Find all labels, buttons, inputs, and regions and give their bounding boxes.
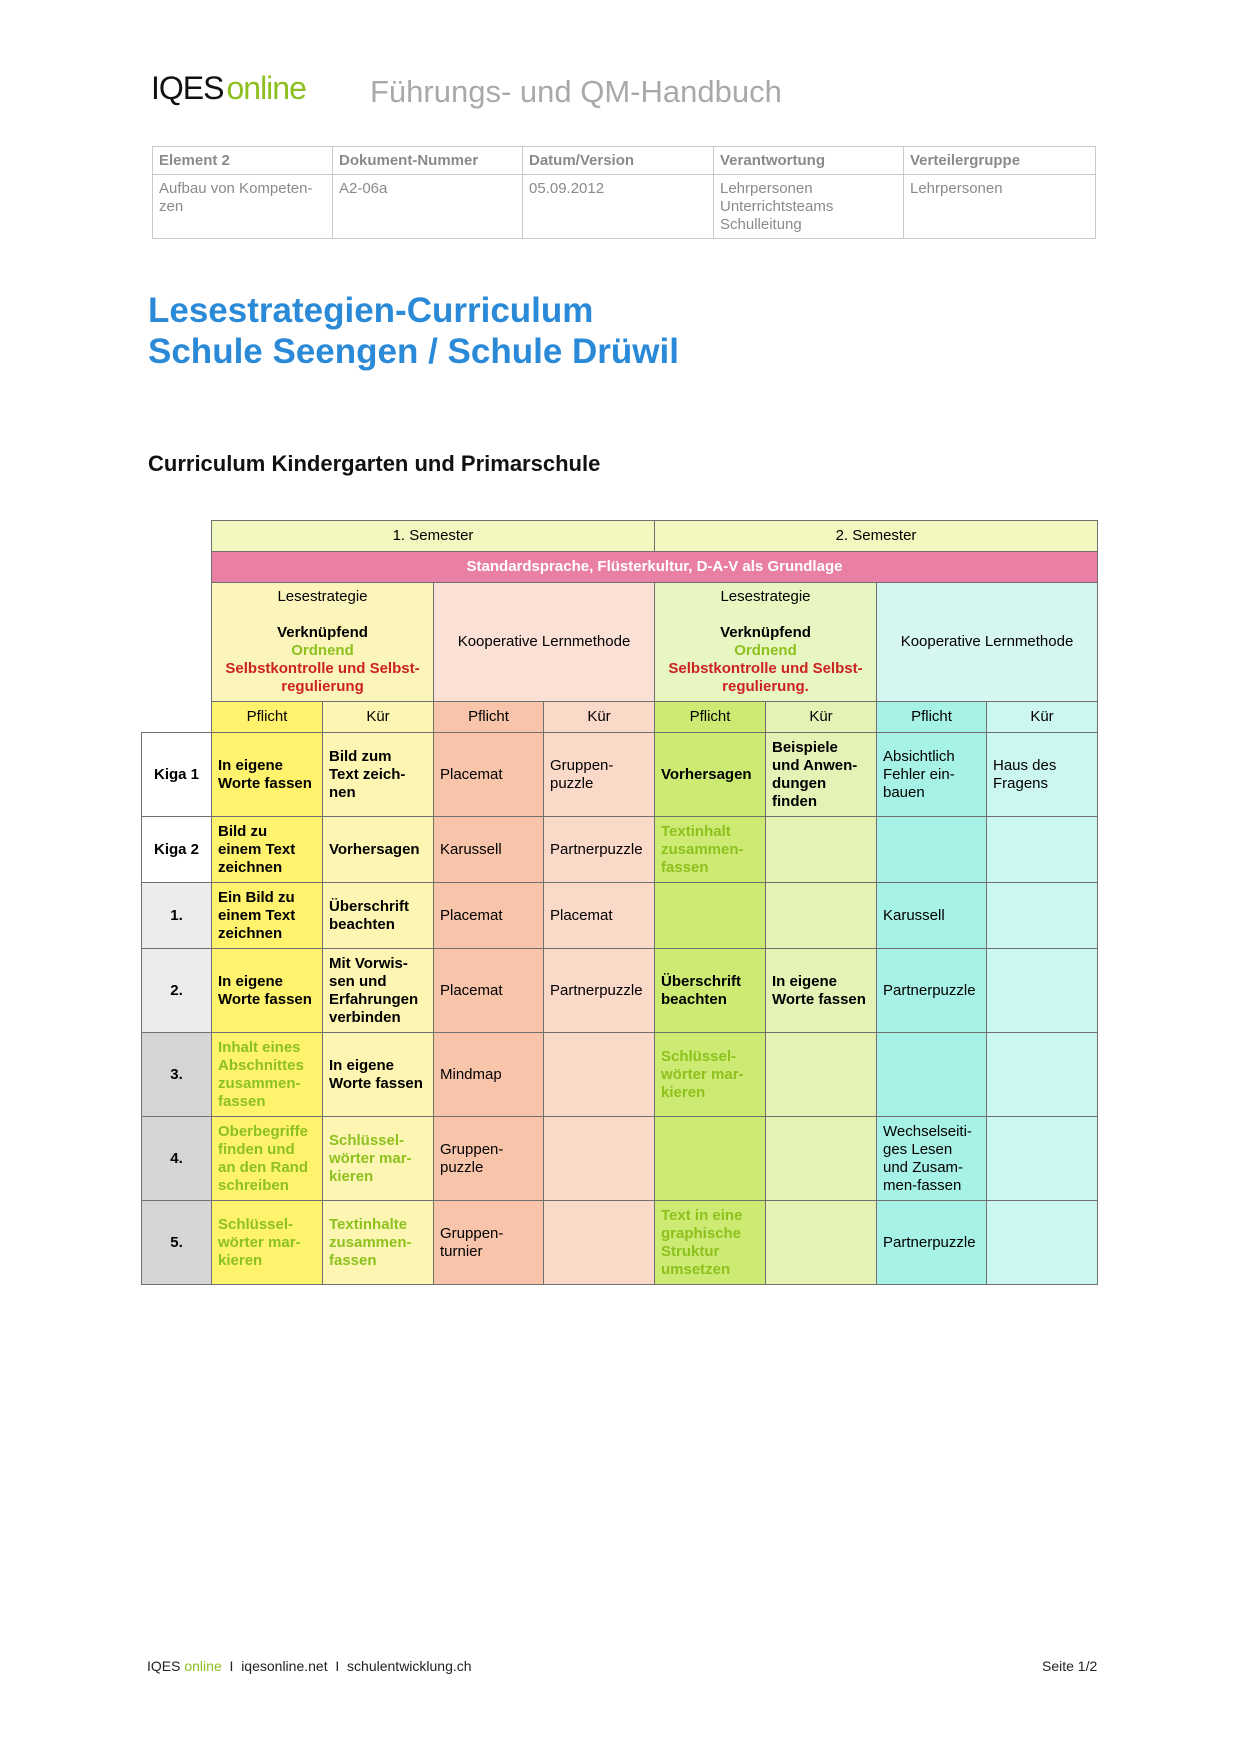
meta-header-row (153, 147, 1096, 175)
cell-line: Erfahrungen (329, 990, 419, 1008)
handbook-title: Führungs- und QM-Handbuch (370, 74, 782, 109)
cell-sem1-strategy-kuer (323, 1201, 434, 1285)
cell-line: Placemat (440, 981, 503, 999)
subheader-row (142, 702, 1098, 733)
cell-line: zeichnen (218, 924, 283, 942)
basis-banner: Standardsprache, Flüsterkultur, D-A-V als Grundlage (212, 552, 1098, 583)
semester-2-header: 2. Semester (655, 521, 1098, 552)
cell-line: beachten (329, 915, 395, 933)
cell-line: puzzle (440, 1158, 484, 1176)
subheader-kuer: Kür (987, 702, 1098, 733)
cell-line: In eigene (218, 756, 284, 774)
empty-corner (142, 583, 212, 702)
strategy-selbst-line2: regulierung (281, 678, 364, 695)
cell-line: Partnerpuzzle (883, 1233, 976, 1251)
cell-sem1-strategy-pflicht (212, 883, 323, 949)
cell-line: Text zeich- (329, 765, 406, 783)
strategy-ordnend: Ordnend (734, 642, 797, 659)
cell-line: Worte fassen (329, 1074, 423, 1092)
cell-line: Text in eine (661, 1206, 743, 1224)
cell-sem2-strategy-kuer (766, 1033, 877, 1117)
cell-line: In eigene (329, 1056, 395, 1074)
subheader-kuer: Kür (766, 702, 877, 733)
cell-line: wörter mar- (329, 1149, 412, 1167)
empty-corner (142, 521, 212, 552)
curriculum-row (142, 1201, 1098, 1285)
method-cell-sem1: Kooperative Lernmethode (434, 583, 655, 702)
row-label: 5. (142, 1201, 212, 1285)
cell-line: Überschrift (661, 972, 742, 990)
meta-value-distribution: Lehrpersonen (904, 175, 1096, 239)
cell-sem1-method-kuer (544, 1117, 655, 1201)
meta-header-element: Element 2 (153, 147, 333, 175)
meta-value-responsibility (714, 175, 904, 239)
meta-header-date-version: Datum/Version (523, 147, 714, 175)
meta-responsibility-line: Lehrpersonen (720, 180, 813, 197)
meta-element-line: zen (159, 198, 184, 215)
cell-line: Wechselseiti- (883, 1122, 972, 1140)
strategy-cell-sem2 (655, 583, 877, 702)
cell-sem2-method-pflicht (877, 817, 987, 883)
cell-sem1-strategy-pflicht (212, 1201, 323, 1285)
cell-line: einem Text (218, 906, 296, 924)
page-number: Seite 1/2 (1042, 1658, 1098, 1674)
cell-line: fassen (329, 1251, 377, 1269)
cell-line: Ein Bild zu (218, 888, 295, 906)
banner-row (142, 552, 1098, 583)
cell-sem2-strategy-kuer (766, 1201, 877, 1285)
cell-sem2-strategy-pflicht (655, 1201, 766, 1285)
curriculum-row (142, 733, 1098, 817)
cell-line: Schlüssel- (218, 1215, 294, 1233)
footer-online: online (184, 1658, 222, 1674)
cell-sem1-method-pflicht (434, 883, 544, 949)
cell-line: zusammen- (661, 840, 744, 858)
cell-line: an den Rand (218, 1158, 309, 1176)
cell-line: Worte fassen (772, 990, 866, 1008)
cell-sem2-method-pflicht (877, 883, 987, 949)
cell-line: finden (772, 792, 817, 810)
row-label: Kiga 1 (142, 733, 212, 817)
cell-line: Worte fassen (218, 990, 312, 1008)
row-label: Kiga 2 (142, 817, 212, 883)
subheader-pflicht: Pflicht (434, 702, 544, 733)
cell-sem1-strategy-kuer (323, 1117, 434, 1201)
cell-line: Vorhersagen (329, 840, 420, 858)
cell-line: Abschnittes (218, 1056, 304, 1074)
meta-header-distribution: Verteilergruppe (904, 147, 1096, 175)
footer-link-iqesonline[interactable]: iqesonline.net (241, 1658, 328, 1674)
cell-line: Schlüssel- (329, 1131, 405, 1149)
cell-sem1-method-kuer (544, 883, 655, 949)
curriculum-row (142, 817, 1098, 883)
document-title-line1: Lesestrategien-Curriculum (148, 291, 594, 330)
cell-sem1-method-kuer (544, 817, 655, 883)
row-label: 4. (142, 1117, 212, 1201)
cell-sem1-strategy-pflicht (212, 817, 323, 883)
cell-sem2-method-pflicht (877, 1201, 987, 1285)
cell-line: dungen (772, 774, 827, 792)
curriculum-body (142, 733, 1098, 1285)
strategy-selbst-line1: Selbstkontrolle und Selbst- (668, 660, 863, 677)
cell-sem1-strategy-pflicht (212, 1117, 323, 1201)
cell-line: Partnerpuzzle (550, 840, 643, 858)
subheader-kuer: Kür (544, 702, 655, 733)
cell-line: Mit Vorwis- (329, 954, 408, 972)
strategy-selbst-line1: Selbstkontrolle und Selbst- (225, 660, 420, 677)
cell-sem1-strategy-pflicht (212, 733, 323, 817)
cell-line: Mindmap (440, 1065, 502, 1083)
cell-sem1-strategy-kuer (323, 949, 434, 1033)
cell-sem1-method-kuer (544, 1201, 655, 1285)
curriculum-table (141, 520, 1098, 1285)
cell-line: Textinhalt (661, 822, 731, 840)
cell-line: turnier (440, 1242, 483, 1260)
cell-line: wörter mar- (218, 1233, 301, 1251)
cell-sem2-strategy-pflicht (655, 1033, 766, 1117)
cell-line: Fehler ein- (883, 765, 955, 783)
cell-line: Inhalt eines (218, 1038, 301, 1056)
meta-header-responsibility: Verantwortung (714, 147, 904, 175)
document-title-line2: Schule Seengen / Schule Drüwil (148, 332, 679, 371)
cell-line: Bild zu (218, 822, 268, 840)
cell-sem2-strategy-kuer (766, 733, 877, 817)
cell-line: kieren (218, 1251, 263, 1269)
curriculum-row (142, 1033, 1098, 1117)
cell-line: Karussell (883, 906, 945, 924)
spacer (661, 606, 870, 624)
cell-line: Oberbegriffe (218, 1122, 309, 1140)
curriculum-row (142, 1117, 1098, 1201)
strategy-verknuepfend: Verknüpfend (720, 624, 811, 641)
cell-line: beachten (661, 990, 727, 1008)
cell-sem1-method-kuer (544, 1033, 655, 1117)
cell-line: zusammen- (218, 1074, 301, 1092)
logo-online-text: online (226, 70, 306, 106)
cell-line: Placemat (440, 906, 503, 924)
empty-corner (142, 702, 212, 733)
cell-line: Placemat (440, 765, 503, 783)
cell-sem1-strategy-kuer (323, 883, 434, 949)
row-label: 2. (142, 949, 212, 1033)
cell-line: Worte fassen (218, 774, 312, 792)
cell-sem2-strategy-pflicht (655, 817, 766, 883)
cell-line: men-fassen (883, 1176, 962, 1194)
cell-line: Placemat (550, 906, 613, 924)
cell-sem1-method-pflicht (434, 949, 544, 1033)
cell-line: Haus des (993, 756, 1057, 774)
cell-line: Partnerpuzzle (550, 981, 643, 999)
cell-sem2-strategy-kuer (766, 1117, 877, 1201)
footer-iqes: IQES (147, 1658, 181, 1674)
footer-link-schulentwicklung[interactable]: schulentwicklung.ch (347, 1658, 472, 1674)
cell-line: verbinden (329, 1008, 401, 1026)
cell-line: In eigene (218, 972, 284, 990)
cell-line: Schlüssel- (661, 1047, 737, 1065)
cell-line: sen und (329, 972, 387, 990)
cell-line: kieren (661, 1083, 706, 1101)
cell-sem2-method-kuer (987, 1201, 1098, 1285)
strategy-cell-sem1 (212, 583, 434, 702)
cell-line: fassen (661, 858, 709, 876)
cell-sem2-strategy-kuer (766, 949, 877, 1033)
cell-sem1-strategy-kuer (323, 817, 434, 883)
semester-1-header: 1. Semester (212, 521, 655, 552)
cell-sem2-method-pflicht (877, 1117, 987, 1201)
logo-iqes-text: IQES (151, 70, 224, 106)
row-label: 1. (142, 883, 212, 949)
strategy-ordnend: Ordnend (291, 642, 354, 659)
cell-sem1-method-pflicht (434, 817, 544, 883)
cell-sem2-strategy-kuer (766, 817, 877, 883)
cell-line: Karussell (440, 840, 502, 858)
subheader-pflicht: Pflicht (212, 702, 323, 733)
cell-line: umsetzen (661, 1260, 731, 1278)
subheader-kuer: Kür (323, 702, 434, 733)
meta-value-row (153, 175, 1096, 239)
cell-sem1-method-kuer (544, 733, 655, 817)
cell-sem2-method-pflicht (877, 949, 987, 1033)
cell-sem1-strategy-pflicht (212, 949, 323, 1033)
cell-line: bauen (883, 783, 925, 801)
section-title: Curriculum Kindergarten und Primarschule (148, 451, 601, 476)
cell-sem1-method-pflicht (434, 1033, 544, 1117)
cell-line: Bild zum (329, 747, 392, 765)
strategy-label: Lesestrategie (720, 588, 811, 605)
cell-sem2-method-kuer (987, 733, 1098, 817)
cell-line: Beispiele (772, 738, 838, 756)
cell-line: graphische (661, 1224, 742, 1242)
cell-line: Fragens (993, 774, 1049, 792)
cell-line: Partnerpuzzle (883, 981, 976, 999)
footer (147, 1658, 472, 1674)
strategy-verknuepfend: Verknüpfend (277, 624, 368, 641)
iqes-online-logo (151, 70, 306, 107)
meta-value-doc-number: A2-06a (333, 175, 523, 239)
cell-sem1-strategy-pflicht (212, 1033, 323, 1117)
cell-line: zusammen- (329, 1233, 412, 1251)
cell-line: Gruppen- (550, 756, 614, 774)
cell-line: kieren (329, 1167, 374, 1185)
subheader-pflicht: Pflicht (655, 702, 766, 733)
cell-sem2-method-pflicht (877, 1033, 987, 1117)
row-label: 3. (142, 1033, 212, 1117)
cell-line: nen (329, 783, 356, 801)
cell-line: und Anwen- (772, 756, 858, 774)
cell-sem2-method-pflicht (877, 733, 987, 817)
cell-sem2-strategy-pflicht (655, 1117, 766, 1201)
spacer (218, 606, 427, 624)
document-meta-table (152, 146, 1096, 239)
cell-sem2-strategy-pflicht (655, 733, 766, 817)
strategy-row (142, 583, 1098, 702)
curriculum-row (142, 949, 1098, 1033)
curriculum-row (142, 883, 1098, 949)
empty-corner (142, 552, 212, 583)
cell-sem1-method-pflicht (434, 1201, 544, 1285)
cell-line: Absichtlich (883, 747, 955, 765)
cell-line: Textinhalte (329, 1215, 408, 1233)
cell-line: wörter mar- (661, 1065, 744, 1083)
cell-line: einem Text (218, 840, 296, 858)
meta-value-date-version: 05.09.2012 (523, 175, 714, 239)
cell-line: Vorhersagen (661, 765, 752, 783)
cell-line: In eigene (772, 972, 838, 990)
cell-line: zeichnen (218, 858, 283, 876)
cell-sem1-method-kuer (544, 949, 655, 1033)
cell-line: Überschrift (329, 897, 410, 915)
cell-line: Gruppen- (440, 1224, 504, 1242)
footer-separator: I (229, 1658, 234, 1674)
cell-sem1-method-pflicht (434, 1117, 544, 1201)
cell-line: finden und (218, 1140, 295, 1158)
cell-sem2-method-kuer (987, 883, 1098, 949)
cell-line: Struktur (661, 1242, 720, 1260)
meta-element-line: Aufbau von Kompeten- (159, 180, 313, 197)
document-title (148, 290, 679, 372)
cell-sem2-method-kuer (987, 817, 1098, 883)
meta-responsibility-line: Schulleitung (720, 216, 802, 233)
cell-sem2-strategy-pflicht (655, 883, 766, 949)
meta-responsibility-line: Unterrichtsteams (720, 198, 834, 215)
cell-sem2-method-kuer (987, 1117, 1098, 1201)
cell-line: puzzle (550, 774, 594, 792)
method-cell-sem2: Kooperative Lernmethode (877, 583, 1098, 702)
strategy-label: Lesestrategie (277, 588, 368, 605)
semester-row (142, 521, 1098, 552)
cell-line: schreiben (218, 1176, 289, 1194)
cell-sem2-strategy-kuer (766, 883, 877, 949)
footer-separator: I (335, 1658, 340, 1674)
cell-sem1-strategy-kuer (323, 1033, 434, 1117)
meta-value-element (153, 175, 333, 239)
strategy-selbst-line2: regulierung. (722, 678, 809, 695)
cell-line: und Zusam- (883, 1158, 964, 1176)
cell-line: Gruppen- (440, 1140, 504, 1158)
cell-sem2-method-kuer (987, 949, 1098, 1033)
meta-header-doc-number: Dokument-Nummer (333, 147, 523, 175)
cell-sem2-strategy-pflicht (655, 949, 766, 1033)
cell-sem1-method-pflicht (434, 733, 544, 817)
cell-sem2-method-kuer (987, 1033, 1098, 1117)
subheader-pflicht: Pflicht (877, 702, 987, 733)
cell-line: ges Lesen (883, 1140, 953, 1158)
cell-sem1-strategy-kuer (323, 733, 434, 817)
cell-line: fassen (218, 1092, 266, 1110)
